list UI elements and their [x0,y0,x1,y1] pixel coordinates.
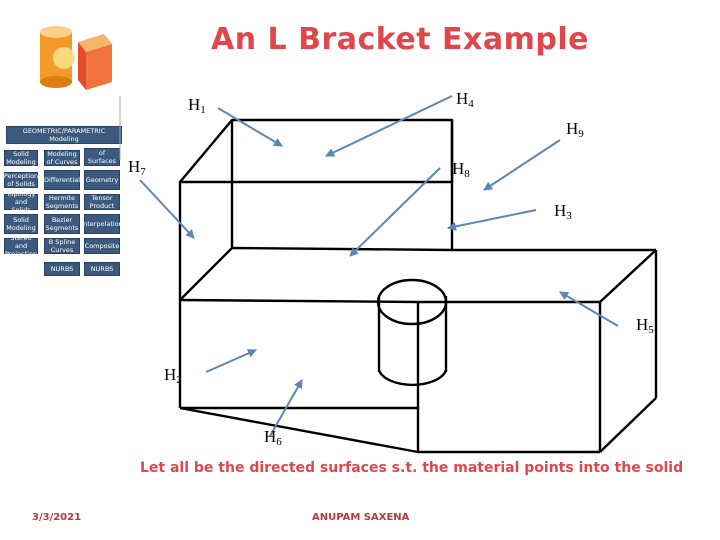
nav-item-tensor[interactable]: Tensor Product [84,194,120,210]
nav-item-nurbs-1[interactable]: NURBS [44,262,80,276]
nav-item-nurbs-2[interactable]: NURBS [84,262,120,276]
nav-item-stereo[interactable]: Stereo and Projection [4,234,38,258]
arrow-h7 [140,180,194,238]
nav-item-bspline[interactable]: B Spline Curves [44,238,80,254]
label-h8: $H_8$ [452,159,470,180]
arrow-h2 [206,350,256,372]
footer-date: 3/3/2021 [32,512,82,523]
label-h4: $H_4$ [456,89,474,110]
page-title: An L Bracket Example [211,22,589,57]
nav-item-modeling-curves[interactable]: Modeling of Curves [44,150,80,166]
nav-item-solid-modeling[interactable]: Solid Modeling [4,150,38,166]
arrow-h4 [326,96,452,156]
label-h1: $H_1$ [188,95,206,116]
nav-item-composite[interactable]: Composite [84,238,120,254]
nav-item-perception[interactable]: Perception of Solids [3,172,39,188]
nav-header[interactable]: GEOMETRIC/PARAMETRIC Modeling [6,126,122,144]
label-h9: $H_9$ [566,119,584,140]
label-h6: $H_6$ [264,427,282,448]
label-h3: $H_3$ [554,201,572,222]
nav-item-geometry[interactable]: Geometry [84,170,120,190]
nav-item-hermite[interactable]: Hermite Segments [45,194,79,210]
nav-item-topology[interactable]: Topology and Solids [4,194,38,210]
arrow-h9 [484,140,560,190]
label-h5: $H_5$ [636,315,654,336]
caption: Let all be the directed surfaces s.t. the material points into the solid [140,460,684,476]
label-h2: $H_2$ [164,365,182,386]
arrow-h3 [448,210,536,228]
arrow-h5 [560,292,618,326]
footer-author: ANUPAM SAXENA [312,512,410,523]
nav-item-solid-modeling-2[interactable]: Solid Modeling [4,214,38,234]
nav-item-differential[interactable]: Differential [44,170,80,190]
label-h7: $H_7$ [128,157,146,178]
nav-item-surfaces[interactable]: of Surfaces [84,148,120,166]
nav-item-bezier[interactable]: Bezier Segments [45,216,79,232]
nav-item-interpolation[interactable]: Interpolation [84,214,120,234]
